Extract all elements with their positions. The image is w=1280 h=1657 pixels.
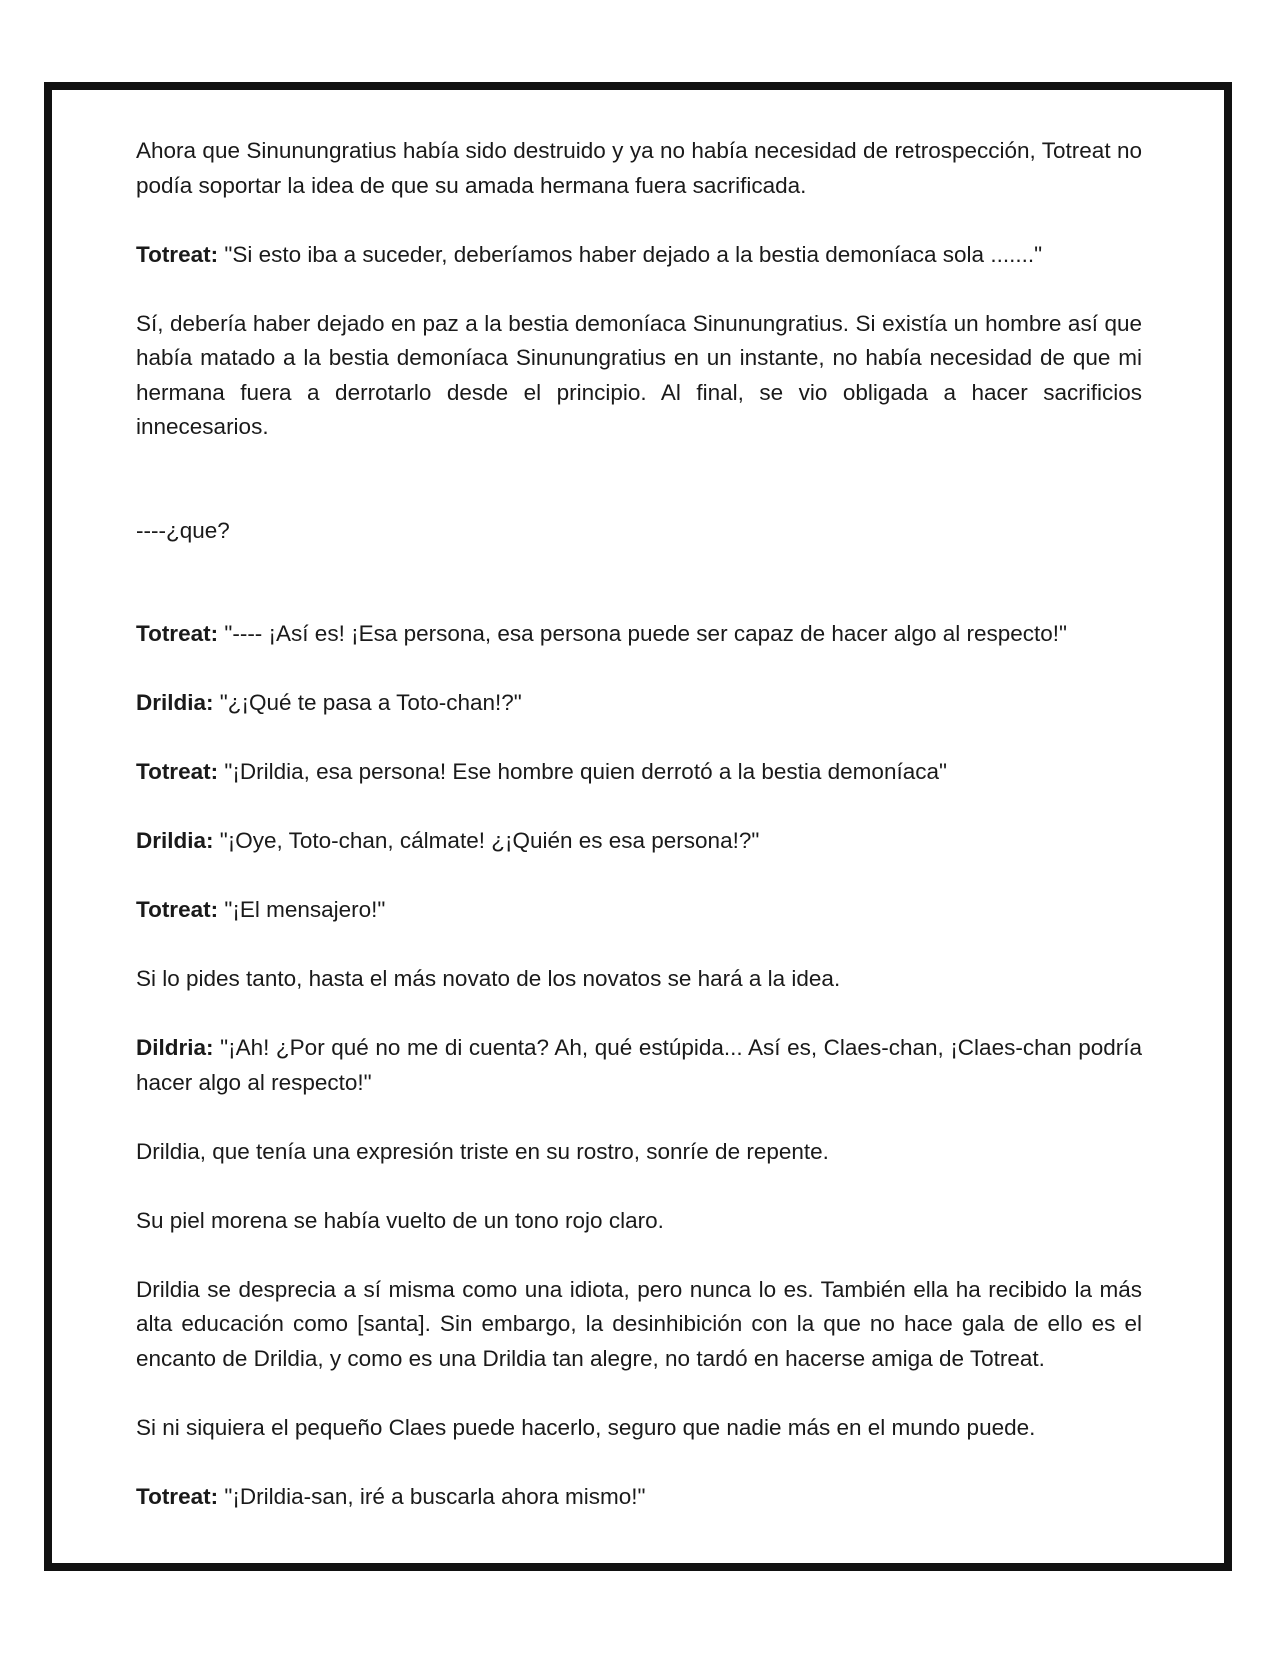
dialogue-text: "---- ¡Así es! ¡Esa persona, esa persona puede ser capaz de hacer algo al respecto!" [218, 621, 1068, 646]
paragraph-dialogue [136, 1031, 1142, 1100]
speaker-label: Totreat: [136, 1483, 219, 1509]
document-body [136, 134, 1142, 1549]
spacer [136, 479, 1142, 514]
paragraph-narration [136, 134, 1142, 203]
speaker-label: Totreat: [136, 897, 219, 922]
dialogue-text: "¿¡Qué te pasa a Toto-chan!?" [213, 690, 522, 715]
spacer [136, 583, 1142, 618]
dialogue-text: "¡Drildia-san, iré a buscarla ahora mismo!" [218, 1483, 646, 1509]
dialogue-text: "¡Oye, Toto-chan, cálmate! ¿¡Quién es esa persona!?" [213, 828, 760, 853]
paragraph-narration [136, 1135, 1142, 1170]
speaker-label: Drildia: [136, 828, 214, 853]
paragraph-dialogue [136, 1480, 1142, 1515]
paragraph-narration [136, 1204, 1142, 1239]
speaker-label: Dildria: [136, 1035, 214, 1060]
paragraph-text: Su piel morena se había vuelto de un tono rojo claro. [136, 1207, 664, 1233]
dialogue-text: "¡El mensajero!" [218, 897, 386, 922]
paragraph-text: Ahora que Sinunungratius había sido destruido y ya no había necesidad de retrospección, Totreat no podía soportar la idea de que su amada hermana fuera sacrificada. [136, 138, 1142, 198]
paragraph-narration [136, 1411, 1142, 1446]
paragraph-text: Si ni siquiera el pequeño Claes puede hacerlo, seguro que nadie más en el mundo puede. [136, 1414, 1036, 1440]
speaker-label: Totreat: [136, 621, 219, 646]
paragraph-narration [136, 514, 1142, 549]
paragraph-dialogue [136, 617, 1142, 652]
paragraph-text: Drildia, que tenía una expresión triste en su rostro, sonríe de repente. [136, 1138, 829, 1164]
speaker-label: Drildia: [136, 690, 214, 715]
paragraph-dialogue [136, 755, 1142, 790]
paragraph-dialogue [136, 238, 1142, 273]
paragraph-dialogue [136, 824, 1142, 859]
speaker-label: Totreat: [136, 759, 219, 784]
page-frame [44, 82, 1232, 1571]
paragraph-narration [136, 307, 1142, 445]
dialogue-text: "¡Drildia, esa persona! Ese hombre quien derrotó a la bestia demoníaca" [218, 759, 947, 784]
dialogue-text: "Si esto iba a suceder, deberíamos haber dejado a la bestia demoníaca sola ......." [218, 241, 1043, 267]
paragraph-text: ----¿que? [136, 517, 230, 543]
paragraph-dialogue [136, 686, 1142, 721]
paragraph-text: Drildia se desprecia a sí misma como una idiota, pero nunca lo es. También ella ha recibido la más alta educación como [santa]. Sin embargo, la desinhibición con la que no hace gala de ello es el encanto de Drildia, y como es una Drildia tan alegre, no tardó en hacerse amiga de Totreat. [136, 1276, 1142, 1371]
paragraph-text: Si lo pides tanto, hasta el más novato de los novatos se hará a la idea. [136, 966, 841, 991]
paragraph-dialogue [136, 893, 1142, 928]
paragraph-narration [136, 1273, 1142, 1377]
paragraph-text: Sí, debería haber dejado en paz a la bestia demoníaca Sinunungratius. Si existía un hombre así que había matado a la bestia demoníaca Sinunungratius en un instante, no había necesidad de que mi hermana fuera a derrotarlo desde el principio. Al final, se vio obligada a hacer sacrificios innecesarios. [136, 310, 1142, 439]
dialogue-text: "¡Ah! ¿Por qué no me di cuenta? Ah, qué estúpida... Así es, Claes-chan, ¡Claes-chan podría hacer algo al respecto!" [136, 1035, 1142, 1095]
speaker-label: Totreat: [136, 241, 219, 267]
paragraph-narration [136, 962, 1142, 997]
